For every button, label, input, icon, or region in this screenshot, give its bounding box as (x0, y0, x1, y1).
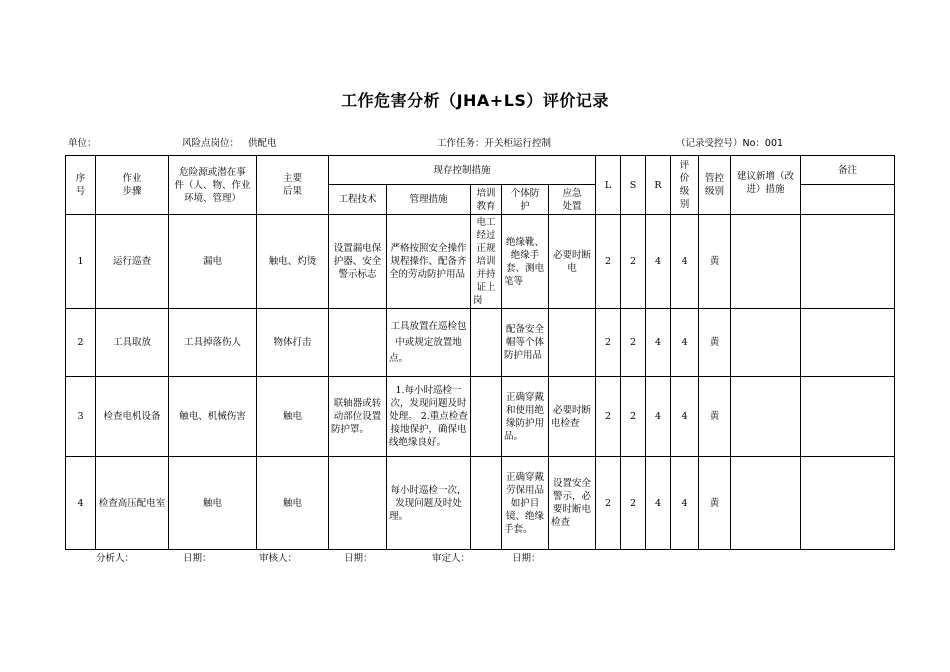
cell-ppe: 正确穿戴和使用绝缘防护用品。 (502, 377, 549, 457)
analyst-label: 分析人： (96, 553, 135, 564)
cell-R: 4 (646, 215, 671, 309)
date-label-2: 日期： (344, 553, 373, 564)
cell-L: 2 (596, 457, 621, 550)
header-remark-blank (801, 185, 895, 215)
cell-control: 黄 (699, 215, 731, 309)
page-title: 工作危害分析（JHA+LS）评价记录 (341, 91, 609, 110)
cell-eng (329, 457, 387, 550)
cell-S: 2 (621, 215, 646, 309)
post-label: 风险点岗位： (182, 138, 240, 149)
cell-hazard: 触电、机械伤害 (169, 377, 257, 457)
cell-step: 检查高压配电室 (96, 457, 169, 550)
cell-step: 工具取放 (96, 309, 169, 377)
cell-emerg: 设置安全警示，必要时断电检查 (549, 457, 596, 550)
cell-eng: 联轴器或转动部位设置防护罩。 (329, 377, 387, 457)
cell-R: 4 (646, 457, 671, 550)
cell-L: 2 (596, 377, 621, 457)
cell-level: 4 (671, 377, 699, 457)
cell-eng: 设置漏电保护器、安全警示标志 (329, 215, 387, 309)
cell-step: 检查电机设备 (96, 377, 169, 457)
cell-control: 黄 (699, 309, 731, 377)
cell-mgmt: 1.每小时巡检一次，发现问题及时处理。 2.重点检查接地保护，确保电线绝缘良好。 (387, 377, 471, 457)
cell-seq: 2 (66, 309, 96, 377)
cell-seq: 3 (66, 377, 96, 457)
cell-L: 2 (596, 309, 621, 377)
header-S: S (621, 156, 646, 215)
cell-level: 4 (671, 457, 699, 550)
cell-remark (801, 457, 895, 550)
cell-train: 电工经过正规培训并持证上岗 (471, 215, 502, 309)
cell-train (471, 457, 502, 550)
table-row (66, 377, 895, 457)
header-current-controls: 现存控制措施 (329, 156, 596, 185)
header-step: 作业 步骤 (96, 156, 169, 215)
task-label: 工作任务：开关柜运行控制 (437, 138, 552, 149)
header-row-1 (66, 156, 895, 185)
cell-step: 运行巡查 (96, 215, 169, 309)
cell-emerg (549, 309, 596, 377)
cell-emerg: 必要时断电 (549, 215, 596, 309)
header-suggest: 建议新增（改 进）措施 (731, 156, 801, 215)
reviewer-label: 审核人： (259, 553, 298, 564)
cell-remark (801, 215, 895, 309)
cell-remark (801, 377, 895, 457)
cell-R: 4 (646, 309, 671, 377)
cell-control: 黄 (699, 457, 731, 550)
hazard-analysis-table (65, 155, 895, 550)
header-control-level: 管控 级别 (699, 156, 731, 215)
header-train: 培训 教育 (471, 185, 502, 215)
header-eng: 工程技术 (329, 185, 387, 215)
record-number: （记录受控号）No：001 (676, 138, 784, 149)
date-label-3: 日期： (512, 553, 541, 564)
cell-hazard: 触电 (169, 457, 257, 550)
cell-consequence: 触电 (257, 457, 329, 550)
post-value: 供配电 (248, 138, 277, 149)
table-row (66, 457, 895, 550)
cell-ppe: 绝缘靴、绝缘手套、测电笔等 (502, 215, 549, 309)
header-mgmt: 管理措施 (387, 185, 471, 215)
cell-level: 4 (671, 309, 699, 377)
cell-suggest (731, 377, 801, 457)
cell-train (471, 309, 502, 377)
cell-R: 4 (646, 377, 671, 457)
cell-consequence: 触电、灼烫 (257, 215, 329, 309)
header-remark: 备注 (801, 156, 895, 185)
cell-ppe: 配备安全帽等个体防护用品 (502, 309, 549, 377)
cell-remark (801, 309, 895, 377)
cell-L: 2 (596, 215, 621, 309)
cell-control: 黄 (699, 377, 731, 457)
cell-mgmt: 每小时巡检一次，发现问题及时处理。 (387, 457, 471, 550)
header-consequence: 主要 后果 (257, 156, 329, 215)
cell-seq: 4 (66, 457, 96, 550)
cell-suggest (731, 457, 801, 550)
cell-level: 4 (671, 215, 699, 309)
approver-label: 审定人： (432, 553, 471, 564)
cell-mgmt: 工具放置在巡检包中或规定放置地点。 (387, 309, 471, 377)
cell-ppe: 正确穿戴劳保用品如护目镜、绝缘手套。 (502, 457, 549, 550)
header-ppe: 个体防 护 (502, 185, 549, 215)
header-emerg: 应急 处置 (549, 185, 596, 215)
header-eval-level: 评 价 级 别 (671, 156, 699, 215)
cell-mgmt: 严格按照安全操作规程操作、配备齐全的劳动防护用品 (387, 215, 471, 309)
cell-S: 2 (621, 309, 646, 377)
header-hazard: 危险源或潜在事 件（人、物、作业 环境、管理） (169, 156, 257, 215)
cell-hazard: 工具掉落伤人 (169, 309, 257, 377)
cell-consequence: 物体打击 (257, 309, 329, 377)
cell-suggest (731, 215, 801, 309)
header-L: L (596, 156, 621, 215)
cell-consequence: 触电 (257, 377, 329, 457)
date-label-1: 日期： (183, 553, 212, 564)
header-R: R (646, 156, 671, 215)
cell-S: 2 (621, 457, 646, 550)
table-row (66, 309, 895, 377)
cell-hazard: 漏电 (169, 215, 257, 309)
cell-emerg: 必要时断电检查 (549, 377, 596, 457)
table-row (66, 215, 895, 309)
header-seq: 序 号 (66, 156, 96, 215)
cell-train (471, 377, 502, 457)
unit-label: 单位： (68, 138, 97, 149)
cell-eng (329, 309, 387, 377)
cell-S: 2 (621, 377, 646, 457)
cell-suggest (731, 309, 801, 377)
cell-seq: 1 (66, 215, 96, 309)
